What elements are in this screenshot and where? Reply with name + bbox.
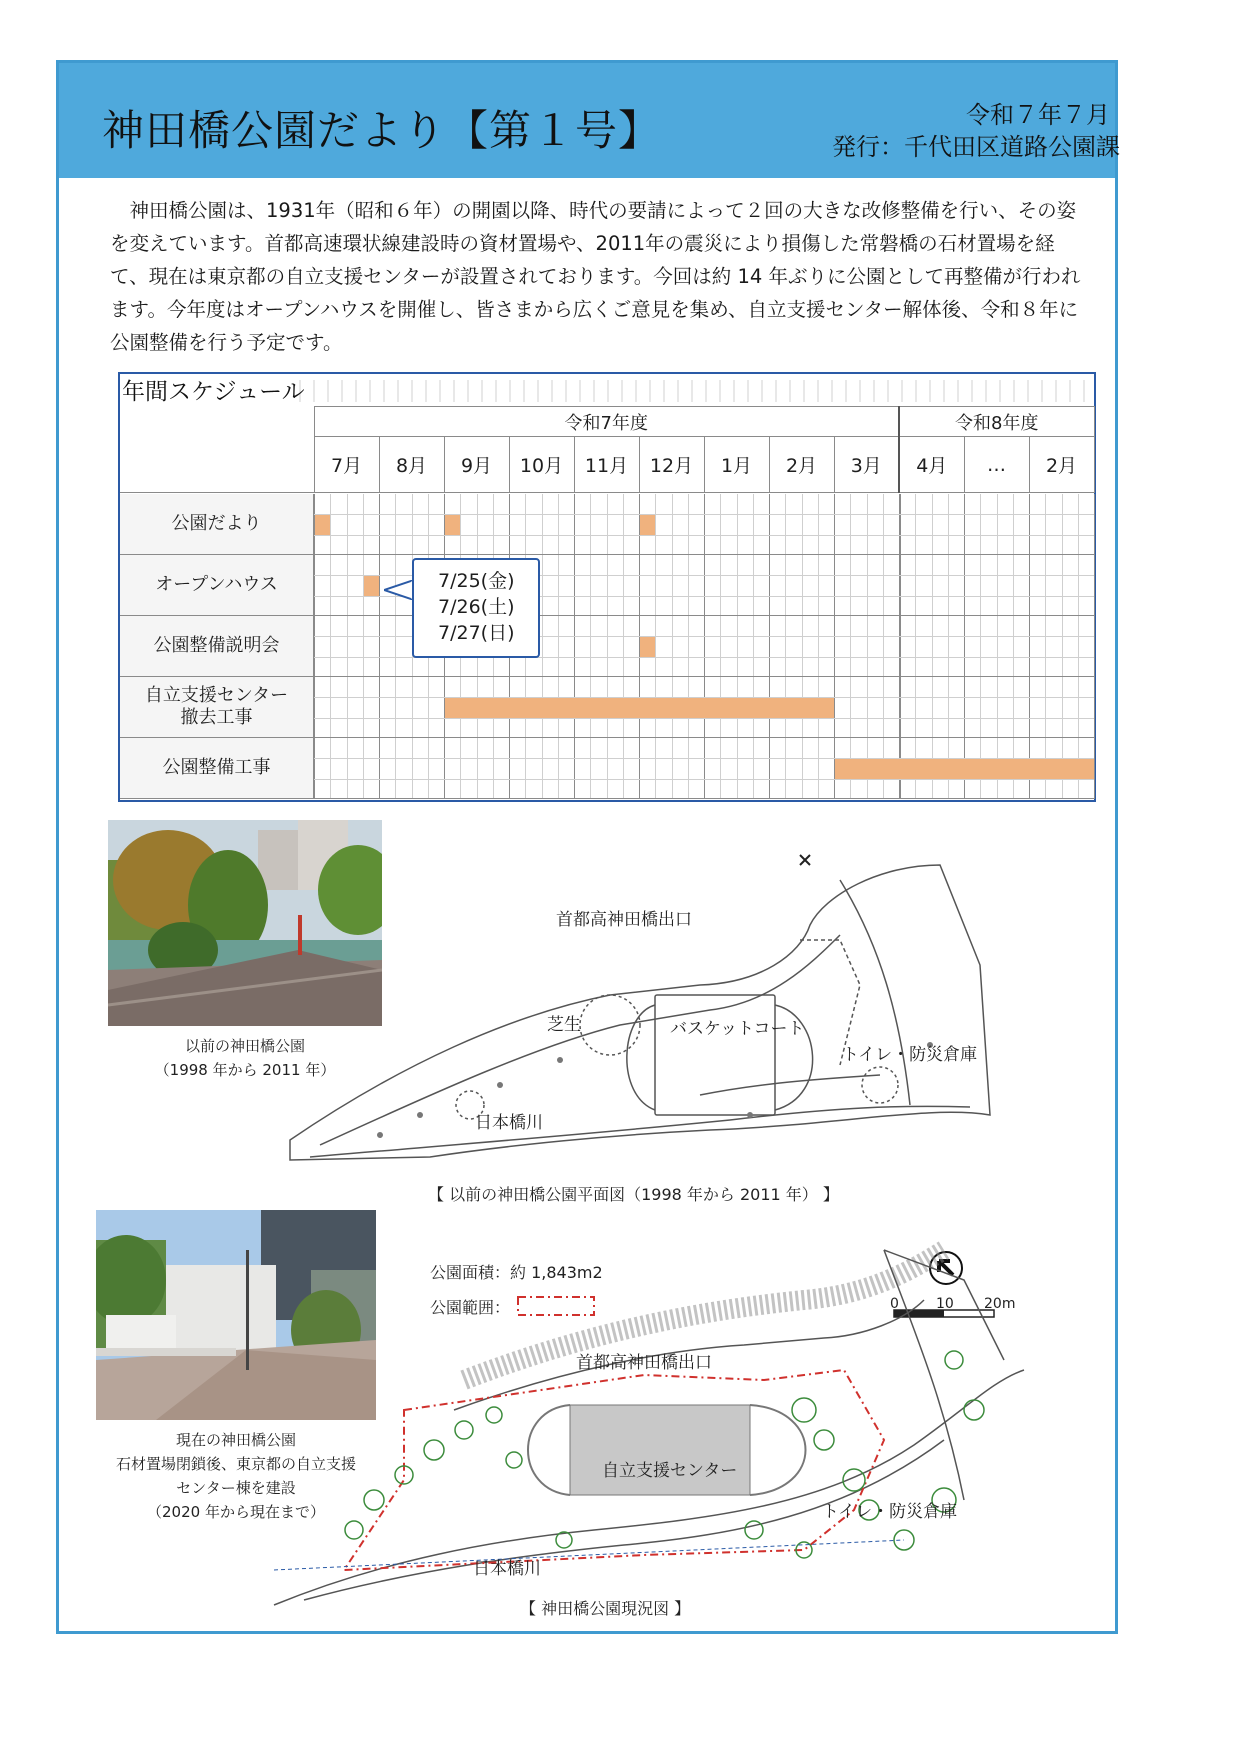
grid-line (655, 555, 656, 616)
grid-line (980, 555, 981, 616)
current-map-exit-label: 首都高神田橋出口 (576, 1353, 712, 1373)
grid-line (737, 738, 738, 799)
grid-line (964, 677, 965, 738)
grid-line (802, 738, 803, 799)
grid-line (753, 494, 754, 555)
grid-line (883, 616, 884, 677)
grid-line (704, 494, 705, 555)
old-map-lawn-label: 芝生 (547, 1015, 581, 1035)
grid-line (525, 738, 526, 799)
grid-line (623, 555, 624, 616)
grid-line (1094, 555, 1095, 616)
grid-line (379, 555, 380, 616)
grid-line (850, 616, 851, 677)
grid-line (688, 616, 689, 677)
schedule-row-label: 公園だより (120, 494, 314, 555)
current-photo-caption-3: センター棟を建設 (176, 1479, 296, 1497)
grid-line (623, 494, 624, 555)
grid-line (802, 555, 803, 616)
grid-line (460, 494, 461, 555)
grid-line (899, 616, 901, 677)
month-header: 2月 (769, 437, 834, 493)
grid-line (737, 616, 738, 677)
grid-line (932, 616, 933, 677)
grid-line (1078, 555, 1079, 616)
old-photo-caption-1: 以前の神田橋公園 (184, 1037, 305, 1055)
current-map-river-label: 日本橋川 (473, 1559, 541, 1579)
grid-line (720, 616, 721, 677)
grid-line (330, 616, 331, 677)
current-map-caption: 【 神田橋公園現況図 】 (520, 1599, 691, 1618)
openhouse-callout (412, 558, 540, 658)
grid-line (1013, 616, 1014, 677)
grid-line (964, 555, 965, 616)
schedule-title: 年間スケジュール (122, 379, 305, 405)
current-photo-caption-2: 石材置場閉鎖後、東京都の自立支援 (115, 1455, 356, 1473)
grid-line (1078, 494, 1079, 555)
grid-line (720, 738, 721, 799)
grid-line (1062, 494, 1063, 555)
grid-line (818, 738, 819, 799)
grid-line (867, 555, 868, 616)
month-header: 12月 (639, 437, 704, 493)
grid-line (655, 494, 656, 555)
grid-line (867, 616, 868, 677)
grid-line (314, 514, 1094, 515)
grid-line (867, 494, 868, 555)
old-photo-caption-2: （1998 年から 2011 年） (154, 1061, 336, 1079)
grid-line (915, 494, 916, 555)
grid-line (395, 677, 396, 738)
grid-line (834, 677, 835, 738)
grid-line (363, 738, 364, 799)
grid-line (590, 555, 591, 616)
callout-date-2: 7/26(土) (438, 596, 515, 618)
grid-line (363, 677, 364, 738)
grid-line (802, 494, 803, 555)
month-header: 4月 (899, 437, 964, 493)
old-park-map (280, 845, 1000, 1165)
grid-line (395, 616, 396, 677)
grid-line (932, 494, 933, 555)
grid-line (1013, 555, 1014, 616)
grid-line (720, 494, 721, 555)
grid-line (412, 494, 413, 555)
grid-line (672, 738, 673, 799)
month-header: 10月 (509, 437, 574, 493)
grid-line (802, 616, 803, 677)
grid-line (1029, 555, 1030, 616)
grid-line (574, 555, 575, 616)
grid-line (818, 616, 819, 677)
grid-line (363, 494, 364, 555)
month-header: 8月 (379, 437, 444, 493)
grid-line (330, 494, 331, 555)
park-range-label: 公園範囲： (430, 1298, 511, 1317)
grid-line (314, 555, 315, 616)
grid-line (590, 494, 591, 555)
grid-line (412, 738, 413, 799)
callout-tail (384, 580, 414, 600)
grid-line (980, 616, 981, 677)
grid-line (655, 738, 656, 799)
grid-line (883, 555, 884, 616)
grid-line (509, 494, 510, 555)
grid-line (753, 555, 754, 616)
grid-line (1094, 738, 1095, 799)
newsletter-title: 神田橋公園だより【第１号】 (102, 106, 662, 155)
grid-line (525, 494, 526, 555)
grid-line (347, 616, 348, 677)
grid-line (1078, 616, 1079, 677)
grid-line (818, 494, 819, 555)
grid-line (590, 738, 591, 799)
grid-line (330, 555, 331, 616)
grid-line (1045, 677, 1046, 738)
grid-line (704, 555, 705, 616)
grid-line (1029, 616, 1030, 677)
fy-r7: 令和7年度 (314, 407, 899, 437)
grid-line (347, 494, 348, 555)
month-header: 9月 (444, 437, 509, 493)
grid-line (1013, 494, 1014, 555)
grid-line (623, 738, 624, 799)
grid-line (574, 738, 575, 799)
schedule-bar (640, 515, 655, 534)
grid-line (314, 535, 1094, 536)
grid-line (899, 677, 901, 738)
grid-line (1013, 677, 1014, 738)
grid-line (850, 677, 851, 738)
grid-line (428, 494, 429, 555)
grid-line (672, 494, 673, 555)
grid-line (542, 494, 543, 555)
grid-line (542, 555, 543, 616)
grid-line (1094, 616, 1095, 677)
grid-line (1062, 555, 1063, 616)
month-header: 1月 (704, 437, 769, 493)
current-photo-caption-4: （2020 年から現在まで） (147, 1503, 325, 1521)
grid-line (542, 616, 543, 677)
grid-line (574, 494, 575, 555)
grid-line (363, 616, 364, 677)
grid-line (493, 494, 494, 555)
grid-line (428, 677, 429, 738)
grid-line (639, 555, 640, 616)
grid-line (997, 677, 998, 738)
old-map-exit-label: 首都高神田橋出口 (556, 910, 692, 930)
publisher: 発行：千代田区道路公園課 (832, 133, 1120, 161)
grid-line (542, 738, 543, 799)
current-park-map (264, 1240, 1030, 1610)
grid-line (1029, 494, 1030, 555)
grid-line (948, 616, 949, 677)
grid-line (314, 616, 315, 677)
grid-line (769, 494, 770, 555)
grid-line (834, 616, 835, 677)
grid-line (379, 738, 380, 799)
grid-line (347, 738, 348, 799)
grid-line (395, 738, 396, 799)
callout-date-3: 7/27(日) (438, 622, 515, 644)
grid-line (558, 738, 559, 799)
old-map-river-label: 日本橋川 (475, 1113, 543, 1133)
grid-line (379, 494, 380, 555)
grid-line (899, 494, 901, 555)
month-header: … (964, 437, 1029, 493)
intro-paragraph (110, 194, 1090, 359)
schedule-row-label: オープンハウス (120, 555, 314, 616)
schedule-row-label: 自立支援センター 撤去工事 (120, 677, 314, 738)
grid-line (412, 677, 413, 738)
grid-line (753, 738, 754, 799)
grid-line (688, 494, 689, 555)
grid-line (997, 555, 998, 616)
schedule-bar (445, 698, 834, 717)
grid-line (672, 555, 673, 616)
grid-line (1062, 616, 1063, 677)
grid-line (915, 555, 916, 616)
grid-line (330, 738, 331, 799)
current-map-center-label: 自立支援センター (602, 1461, 738, 1481)
intro-text: 神田橋公園は、1931年（昭和６年）の開園以降、時代の要請によって２回の大きな改修整備を行い、その姿を変えています。首都高速環状線建設時の資材置場や、2011年の震災により損傷した常磐橋の石材置場を経て、現在は東京都の自立支援センターが設置されております。今回は約 14 年ぶりに公園として再整備が行われます。今年度はオープンハウスを開催し、皆さまから広くご意見を集め、自立支援センター解体後、令和８年に公園整備を行う予定です。 (110, 199, 1081, 354)
grid-line (1045, 494, 1046, 555)
grid-line (509, 738, 510, 799)
schedule-bar (364, 576, 379, 595)
month-header: 3月 (834, 437, 899, 493)
grid-line (932, 555, 933, 616)
grid-line (428, 738, 429, 799)
old-map-caption: 【 以前の神田橋公園平面図（1998 年から 2011 年） 】 (428, 1185, 839, 1204)
grid-line (964, 494, 965, 555)
grid-line (574, 616, 575, 677)
grid-line (558, 616, 559, 677)
issue-date: 令和７年７月 (966, 101, 1110, 129)
schedule-grid (120, 494, 1094, 798)
current-map-toilet-label: トイレ・防災倉庫 (822, 1502, 958, 1522)
grid-line (607, 494, 608, 555)
grid-line (347, 677, 348, 738)
grid-line (607, 555, 608, 616)
grid-line (558, 494, 559, 555)
grid-line (915, 677, 916, 738)
grid-line (623, 616, 624, 677)
grid-line (883, 494, 884, 555)
grid-line (997, 616, 998, 677)
grid-line (558, 555, 559, 616)
grid-line (883, 677, 884, 738)
grid-line (1045, 555, 1046, 616)
grid-line (850, 555, 851, 616)
grid-line (1045, 616, 1046, 677)
grid-line (867, 677, 868, 738)
fy-r8: 令和8年度 (899, 407, 1094, 437)
grid-line (720, 555, 721, 616)
current-photo-caption-1: 現在の神田橋公園 (175, 1431, 296, 1449)
grid-line (899, 555, 901, 616)
grid-line (330, 677, 331, 738)
grid-line (314, 718, 1094, 719)
grid-line (948, 494, 949, 555)
scale-0: 0 (890, 1296, 899, 1312)
grid-line (785, 616, 786, 677)
grid-line (639, 738, 640, 799)
grid-line (850, 494, 851, 555)
grid-line (769, 555, 770, 616)
schedule-bar (835, 759, 1094, 778)
grid-line (834, 494, 835, 555)
month-header: 11月 (574, 437, 639, 493)
grid-line (347, 555, 348, 616)
schedule-bar (445, 515, 460, 534)
grid-line (1094, 677, 1095, 738)
grid-line (1029, 677, 1030, 738)
grid-line (818, 555, 819, 616)
grid-line (834, 555, 835, 616)
grid-line (704, 616, 705, 677)
old-map-toilet-label: トイレ・防災倉庫 (842, 1045, 978, 1065)
schedule-row-label: 公園整備説明会 (120, 616, 314, 677)
grid-line (493, 738, 494, 799)
grid-line (314, 738, 315, 799)
grid-line (1094, 494, 1095, 555)
grid-line (655, 616, 656, 677)
grid-line (477, 738, 478, 799)
grid-line (948, 677, 949, 738)
month-header: 2月 (1029, 437, 1094, 493)
grid-line (769, 738, 770, 799)
grid-line (737, 494, 738, 555)
schedule-bar (640, 637, 655, 656)
grid-line (607, 738, 608, 799)
grid-line (120, 798, 1094, 799)
grid-line (753, 616, 754, 677)
grid-line (379, 616, 380, 677)
grid-line (785, 555, 786, 616)
grid-line (395, 494, 396, 555)
old-map-court-label: バスケットコート (670, 1019, 805, 1039)
schedule-row-label: 公園整備工事 (120, 738, 314, 799)
schedule-table (120, 406, 1095, 493)
grid-line (672, 616, 673, 677)
grid-line (997, 494, 998, 555)
grid-line (980, 494, 981, 555)
grid-line (737, 555, 738, 616)
scale-10: 10 (936, 1296, 954, 1312)
grid-line (444, 738, 445, 799)
grid-line (980, 677, 981, 738)
schedule-bar (315, 515, 330, 534)
grid-line (314, 677, 315, 738)
grid-line (1062, 677, 1063, 738)
grid-line (477, 494, 478, 555)
grid-line (688, 555, 689, 616)
grid-line (964, 616, 965, 677)
grid-line (688, 738, 689, 799)
grid-line (785, 494, 786, 555)
grid-line (460, 738, 461, 799)
grid-line (785, 738, 786, 799)
grid-line (704, 738, 705, 799)
grid-line (769, 616, 770, 677)
grid-line (590, 616, 591, 677)
callout-date-1: 7/25(金) (438, 570, 515, 592)
grid-line (932, 677, 933, 738)
park-area-label: 公園面積：約 1,843m2 (430, 1263, 603, 1282)
month-header: 7月 (314, 437, 379, 493)
grid-line (607, 616, 608, 677)
grid-line (1078, 677, 1079, 738)
grid-line (314, 779, 1094, 780)
grid-line (915, 616, 916, 677)
scale-20: 20m (984, 1296, 1016, 1312)
corner-cell (120, 407, 314, 493)
grid-line (379, 677, 380, 738)
grid-line (948, 555, 949, 616)
